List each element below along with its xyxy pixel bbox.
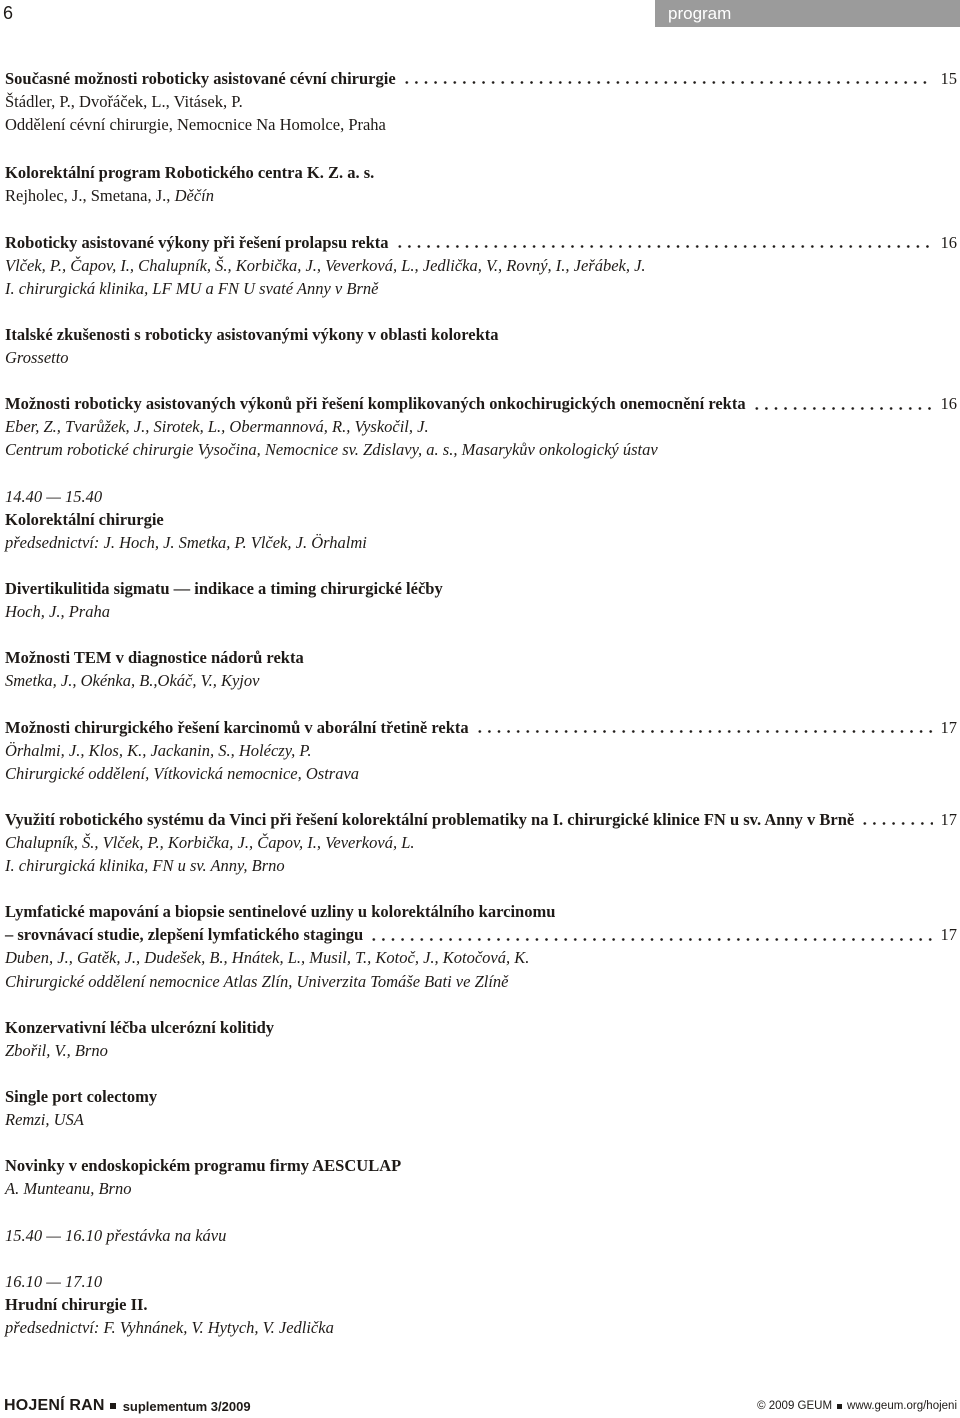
entry-title-row (5, 392, 957, 415)
page-reference: 17 (940, 717, 957, 737)
square-separator-icon (837, 1404, 842, 1409)
square-separator-icon (110, 1403, 116, 1409)
entry-affiliation: I. chirurgická klinika, LF MU a FN U svaté Anny v Brně (5, 278, 379, 298)
entry-title-row (5, 808, 957, 831)
page-reference: 17 (940, 925, 957, 945)
dot-leader (860, 808, 932, 831)
session-chairs: předsednictví: J. Hoch, J. Smetka, P. Vlček, J. Örhalmi (5, 532, 367, 552)
program-entry (5, 1016, 957, 1062)
session-header (5, 485, 957, 554)
session-chairs: předsednictví: F. Vyhnánek, V. Hytych, V. Jedlička (5, 1317, 334, 1337)
entry-authors-line (5, 184, 957, 207)
session-header (5, 1270, 957, 1339)
entry-affiliation: Chirurgické oddělení nemocnice Atlas Zlín, Univerzita Tomáše Bati ve Zlíně (5, 971, 509, 991)
program-entry (5, 716, 957, 785)
entry-authors: Eber, Z., Tvarůžek, J., Sirotek, L., Obermannová, R., Vyskočil, J. (5, 417, 429, 437)
section-header-bar (655, 0, 960, 27)
program-entry (5, 900, 957, 992)
dot-leader (402, 67, 933, 90)
entry-title: Možnosti TEM v diagnostice nádorů rekta (5, 648, 304, 668)
entry-title: Divertikulitida sigmatu — indikace a timing chirurgické léčby (5, 578, 443, 598)
program-entry (5, 392, 957, 461)
program-listing (5, 67, 957, 1362)
section-label: program (668, 4, 732, 23)
entry-authors: Grossetto (5, 348, 69, 368)
entry-title: Využití robotického systému da Vinci při řešení kolorektální problematiky na I. chirurgické klinice FN u sv. Anny v Brně (5, 809, 855, 829)
program-entry (5, 646, 957, 692)
entry-title: Novinky v endoskopickém programu firmy AESCULAP (5, 1156, 402, 1176)
entry-affiliation: Oddělení cévní chirurgie, Nemocnice Na Homolce, Praha (5, 115, 386, 135)
entry-authors: Vlček, P., Čapov, I., Chalupník, Š., Korbička, J., Veverková, L., Jedlička, V., Rovný, I., Jeřábek, J. (5, 255, 646, 275)
entry-title-row (5, 923, 957, 946)
entry-title-row (5, 67, 957, 90)
publisher-url: www.geum.org/hojeni (847, 1400, 957, 1412)
page-number: 6 (3, 3, 14, 23)
break-time: 15.40 — 16.10 (5, 1225, 103, 1245)
publication-info (4, 1397, 251, 1415)
entry-title-line-1: Lymfatické mapování a biopsie sentinelové uzliny u kolorektálního karcinomu (5, 902, 556, 922)
entry-authors: Duben, J., Gatěk, J., Dudešek, B., Hnátek, L., Musil, T., Kotoč, J., Kotočová, K. (5, 948, 530, 968)
copyright-text: © 2009 GEUM (757, 1400, 833, 1412)
entry-authors: Örhalmi, J., Klos, K., Jackanin, S., Holéczy, P. (5, 740, 312, 760)
entry-affiliation: Chirurgické oddělení, Vítkovická nemocnice, Ostrava (5, 763, 360, 783)
entry-title: Možnosti chirurgického řešení karcinomů v aborální třetině rekta (5, 717, 469, 737)
dot-leader (752, 392, 933, 415)
entry-title: Kolorektální program Robotického centra K. Z. a. s. (5, 163, 375, 183)
entry-authors: Remzi, USA (5, 1110, 84, 1130)
entry-title: Konzervativní léčba ulcerózní kolitidy (5, 1017, 275, 1037)
dot-leader (475, 716, 933, 739)
entry-place: Děčín (174, 186, 214, 206)
supplement-label: suplementum 3/2009 (122, 1398, 251, 1414)
dot-leader (369, 923, 932, 946)
page-reference: 16 (940, 394, 957, 414)
program-entry (5, 231, 957, 300)
entry-title-row (5, 716, 957, 739)
page-reference: 15 (940, 69, 957, 88)
coffee-break (5, 1224, 957, 1247)
program-entry (5, 577, 957, 623)
session-title: Hrudní chirurgie II. (5, 1294, 148, 1314)
program-entry (5, 1154, 957, 1200)
session-time: 14.40 — 15.40 (5, 486, 103, 506)
entry-authors: Smetka, J., Okénka, B.,Okáč, V., Kyjov (5, 671, 260, 691)
entry-title-row (5, 231, 957, 254)
entry-authors: Zbořil, V., Brno (5, 1040, 108, 1060)
entry-authors: Štádler, P., Dvořáček, L., Vitásek, P. (5, 92, 243, 112)
entry-authors: Rejholec, J., Smetana, J., (5, 186, 171, 206)
entry-authors: Hoch, J., Praha (5, 602, 110, 622)
entry-affiliation: Centrum robotické chirurgie Vysočina, Nemocnice sv. Zdislavy, a. s., Masarykův onkologický ústav (5, 440, 658, 460)
dot-leader (395, 231, 933, 254)
program-entry (5, 1085, 957, 1131)
entry-title: Roboticky asistované výkony při řešení prolapsu rekta (5, 232, 389, 252)
page-reference: 17 (940, 809, 957, 829)
program-entry (5, 808, 957, 877)
session-time: 16.10 — 17.10 (5, 1271, 103, 1291)
program-entry (5, 323, 957, 369)
program-entry (5, 161, 957, 207)
session-title: Kolorektální chirurgie (5, 509, 164, 529)
program-entry (5, 67, 957, 136)
page-reference: 16 (940, 232, 957, 252)
copyright-info (757, 1400, 957, 1412)
entry-title: Single port colectomy (5, 1087, 158, 1107)
entry-title-line-2: – srovnávací studie, zlepšení lymfatického stagingu (5, 925, 364, 945)
entry-authors: Chalupník, Š., Vlček, P., Korbička, J., Čapov, I., Veverková, L. (5, 833, 415, 852)
entry-title: Současné možnosti roboticky asistované cévní chirurgie (5, 69, 396, 88)
page-footer (4, 1395, 957, 1417)
entry-authors: A. Munteanu, Brno (5, 1179, 132, 1199)
entry-title: Italské zkušenosti s roboticky asistovanými výkony v oblasti kolorekta (5, 324, 499, 344)
entry-affiliation: I. chirurgická klinika, FN u sv. Anny, Brno (5, 856, 285, 876)
coffee-break-line (5, 1224, 957, 1247)
journal-name: HOJENÍ RAN (4, 1397, 105, 1414)
break-label: přestávka na kávu (106, 1225, 227, 1245)
entry-title: Možnosti roboticky asistovaných výkonů při řešení komplikovaných onkochirugických onemocnění rekta (5, 394, 746, 414)
